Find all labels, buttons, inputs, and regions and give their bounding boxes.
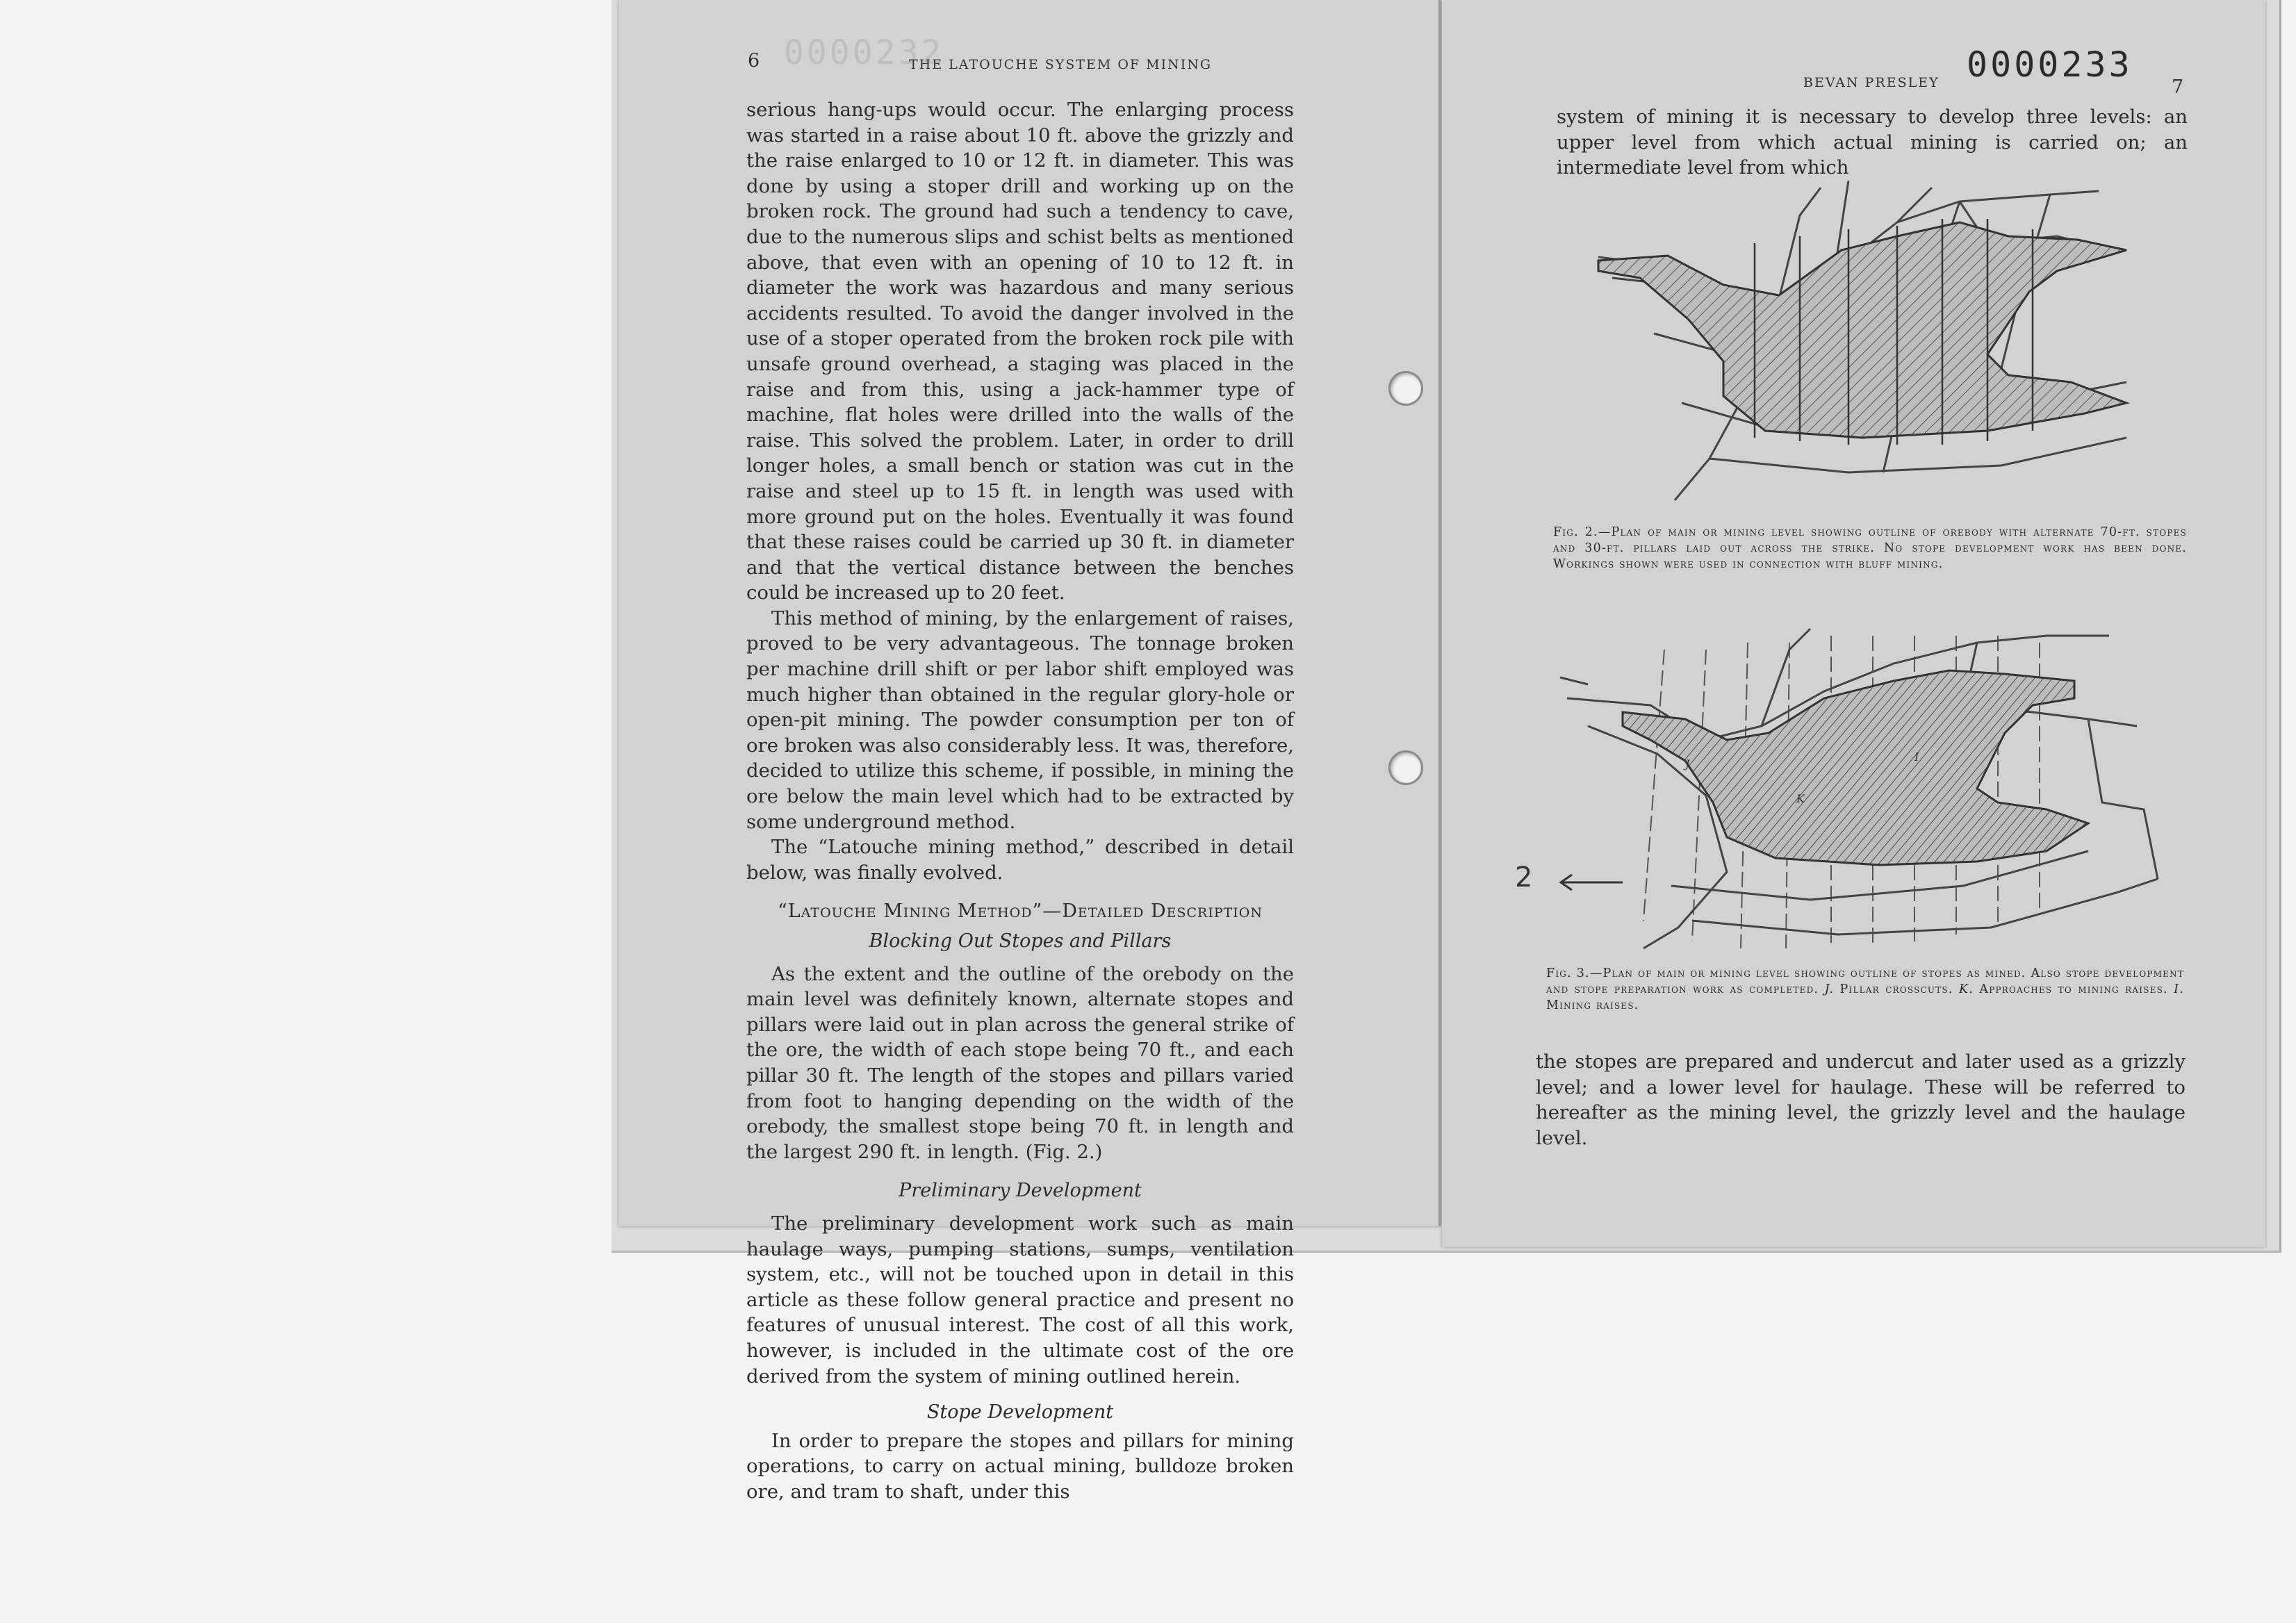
fig3-key-i-text: Mining raises. — [1546, 998, 1639, 1012]
figure-2-caption — [1553, 525, 2187, 572]
running-head-left: THE LATOUCHE SYSTEM OF MINING — [909, 57, 1213, 72]
page-number-left: 6 — [748, 50, 760, 72]
figure-2-orebody-plan — [1571, 174, 2182, 521]
paragraph-preliminary: The preliminary development work such as main haulage ways, pumping stations, sumps, ventilation system, etc., will not be touched upon in detail in this article as these follow general practice and present no features of unusual interest. The cost of all this work, however, is included in the ultimate cost of the ore derived from the system of mining outlined herein. — [746, 1212, 1294, 1387]
margin-arrow-icon — [1557, 872, 1626, 893]
fig3-caption-text: —Plan of main or mining level showing outline of stopes as mined. Also stope development and stope preparation work as completed. — [1546, 966, 2184, 996]
fig3-key-k: K. — [1958, 982, 1974, 996]
paragraph-levels-text: the stopes are prepared and undercut and later used as a grizzly level; and a lower level for haulage. These will be referred to hereafter as the mining level, the grizzly level and the haulage level. — [1536, 1051, 2186, 1149]
margin-note: 2 — [1515, 862, 1533, 893]
binder-hole-left-upper — [1388, 371, 1423, 406]
paragraph-stope: In order to prepare the stopes and pillars for mining operations, to carry on actual mining, bulldoze broken ore, and tram to shaft, under this — [746, 1429, 1294, 1503]
paragraph-hang-ups: serious hang-ups would occur. The enlarging process was started in a raise about 10 ft. above the grizzly and the raise enlarged to 10 or 12 ft. in diameter. This was done by using a stoper drill and working up on the broken rock. The ground had such a tendency to cave, due to the numerous slips and schist belts as mentioned above, that even with an opening of 10 to 12 ft. in diameter the work was hazardous and many serious accidents resulted. To avoid the danger involved in the use of a stoper operated from the broken rock pile with unsafe ground overhead, a staging was placed in the raise and from this, using a jack-hammer type of machine, flat holes were drilled into the walls of the raise. This solved the problem. Later, in order to drill longer holes, a small bench or station was cut in the raise and steel up to 15 ft. in length was used with more ground put on the holes. Eventually it was found that these raises could be carried up 30 ft. in diameter and that the vertical distance between the benches could be increased up to 20 feet. — [746, 99, 1294, 604]
left-page — [618, 0, 1441, 1503]
fig3-key-j-text: Pillar crosscuts. — [1834, 982, 1953, 996]
binder-hole-left-lower — [1388, 750, 1423, 785]
figure-3-caption — [1546, 966, 2184, 1014]
running-head-right: BEVAN PRESLEY — [1803, 75, 1940, 90]
fig3-key-k-text: Approaches to mining raises. — [1974, 982, 2168, 996]
paragraph-latouche-method: The “Latouche mining method,” described in detail below, was finally evolved. — [746, 836, 1294, 884]
fig3-label: Fig. 3. — [1546, 966, 1590, 980]
paragraph-blocking: As the extent and the outline of the orebody on the main level was definitely known, alternate stopes and pillars were laid out in plan across the general strike of the ore, the width of each stope being 70 ft., and each pillar 30 ft. The length of the stopes and pillars varied from foot to hanging depending on the width of the orebody, the smallest stope being 70 ft. in length and the largest 290 ft. in length. (Fig. 2.) — [746, 962, 1294, 1163]
section-heading: “Latouche Mining Method”—Detailed Description — [777, 900, 1263, 923]
right-page — [1442, 0, 2265, 1247]
paragraph-levels — [1536, 1049, 2186, 1151]
fig3-stope-outline — [1623, 670, 2088, 865]
subheading-stope: Stope Development — [926, 1401, 1114, 1424]
subheading-blocking: Blocking Out Stopes and Pillars — [869, 930, 1172, 952]
fig2-orebody-outline — [1598, 222, 2126, 438]
fig2-caption-text: —Plan of main or mining level showing outline of orebody with alternate 70-ft. stopes and 30-ft. pillars laid out across the strike. No stope development work has been done. Workings shown were used in connection with bluff mining. — [1553, 525, 2187, 571]
fig3-key-j: J. — [1824, 982, 1835, 996]
fig3-label-k: K — [1796, 792, 1805, 805]
fig3-label-i: I — [1914, 750, 1919, 764]
fig3-label-j: J — [1685, 757, 1690, 771]
paragraph-enlargement: This method of mining, by the enlargement of raises, proved to be very advantageous. The tonnage broken per machine drill shift or per labor shift employed was much higher than obtained in the regular glory-hole or open-pit mining. The powder consumption per ton of ore broken was also considerably less. It was, therefore, decided to utilize this scheme, if possible, in mining the ore below the main level which had to be extracted by some underground method. — [746, 607, 1294, 833]
paragraph-three-levels — [1557, 104, 2188, 181]
fig2-label: Fig. 2. — [1553, 525, 1598, 539]
ghost-stamp: 0000232 — [784, 33, 944, 72]
subheading-preliminary: Preliminary Development — [899, 1180, 1142, 1202]
figure-3-stopes-plan — [1546, 622, 2186, 955]
page-number-right: 7 — [2172, 76, 2184, 98]
paragraph-three-levels-text: system of mining it is necessary to develop three levels: an upper level from which actual mining is carried on; an intermediate level from which — [1557, 106, 2188, 179]
document-stamp: 0000233 — [1967, 44, 2133, 85]
left-body — [746, 97, 1294, 1504]
fig3-key-i: I. — [2174, 982, 2185, 996]
